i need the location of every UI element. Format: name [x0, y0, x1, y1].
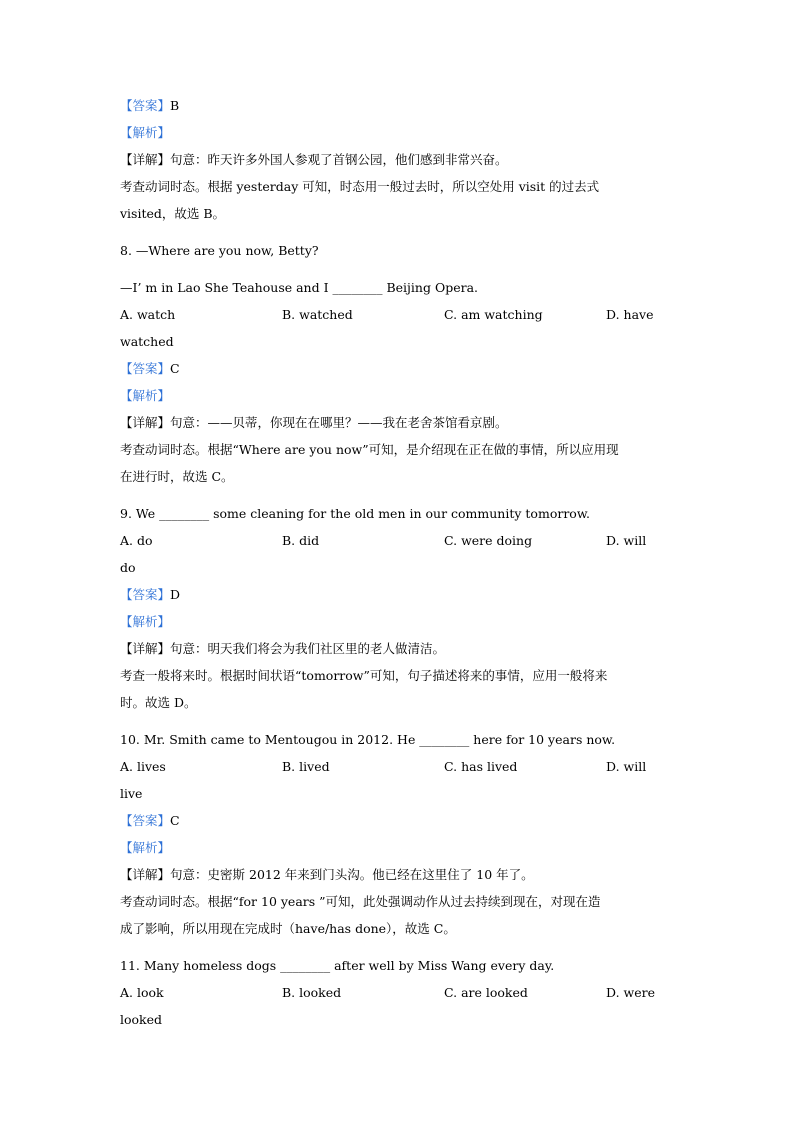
q8-detail-meaning: 句意：——贝蒂，你现在在哪里？——我在老舍茶馆看京剧。	[170, 415, 508, 430]
q9-analysis-line	[120, 608, 676, 635]
analysis-label: 【解析】	[120, 840, 171, 855]
analysis-label: 【解析】	[120, 125, 171, 140]
detail-label: 【详解】	[120, 867, 171, 882]
q8-answer-line	[120, 355, 676, 382]
q8-option-cont: watched	[120, 334, 174, 349]
q10-answer: C	[170, 813, 180, 828]
q10-explanation-line1: 考查动词时态。根据“for 10 years ”可知，此处强调动作从过去持续到现在，对现在造	[120, 894, 601, 909]
q8-option-d: D. have	[606, 307, 654, 322]
q7-answer-line	[120, 92, 676, 119]
q9-explanation-line2: 时。故选 D。	[120, 695, 197, 710]
q9-answer-line	[120, 581, 676, 608]
answer-label: 【答案】	[120, 98, 171, 113]
q11-stem-line1: 11. Many homeless dogs ________ after well by Miss Wang every day.	[120, 958, 555, 973]
q8-option-b: B. watched	[282, 307, 353, 322]
q9-detail-meaning: 句意：明天我们将会为我们社区里的老人做清洁。	[170, 641, 446, 656]
q11-option-cont: looked	[120, 1012, 163, 1027]
q9-detail-line	[120, 635, 676, 662]
q9-answer: D	[170, 587, 181, 602]
q9-option-c: C. were doing	[444, 533, 533, 548]
detail-label: 【详解】	[120, 152, 171, 167]
q9-options	[120, 527, 676, 554]
q10-option-cont: live	[120, 786, 143, 801]
q7-detail-line	[120, 146, 676, 173]
detail-label: 【详解】	[120, 641, 171, 656]
q10-option-c: C. has lived	[444, 759, 518, 774]
analysis-label: 【解析】	[120, 388, 171, 403]
q7-explanation-line2: visited，故选 B。	[120, 206, 226, 221]
q10-stem-line1: 10. Mr. Smith came to Mentougou in 2012. He ________ here for 10 years now.	[120, 732, 616, 747]
q9-option-d: D. will	[606, 533, 647, 548]
q7-analysis-line	[120, 119, 676, 146]
q11-option-a: A. look	[120, 985, 164, 1000]
q8-explanation-line1: 考查动词时态。根据“Where are you now”可知，是介绍现在正在做的事情，所以应用现	[120, 442, 619, 457]
document-page	[120, 92, 676, 1033]
q9-stem-line1: 9. We ________ some cleaning for the old men in our community tomorrow.	[120, 506, 591, 521]
q8-detail-line	[120, 409, 676, 436]
q8-option-a: A. watch	[120, 307, 176, 322]
q7-answer: B	[170, 98, 180, 113]
q8-analysis-line	[120, 382, 676, 409]
q10-options	[120, 753, 676, 780]
q11-options	[120, 979, 676, 1006]
q9-explanation-line1: 考查一般将来时。根据时间状语“tomorrow”可知，句子描述将来的事情，应用一般将来	[120, 668, 608, 683]
q10-detail-meaning: 句意：史密斯 2012 年来到门头沟。他已经在这里住了 10 年了。	[170, 867, 534, 882]
q9-option-cont: do	[120, 560, 136, 575]
q11-option-d: D. were	[606, 985, 655, 1000]
q8-options	[120, 301, 676, 328]
q8-stem-line2: —I’ m in Lao She Teahouse and I ________ Beijing Opera.	[120, 280, 478, 295]
q10-explanation-line2: 成了影响，所以用现在完成时（have/has done），故选 C。	[120, 921, 456, 936]
q10-option-b: B. lived	[282, 759, 330, 774]
q10-option-d: D. will	[606, 759, 647, 774]
answer-label: 【答案】	[120, 361, 171, 376]
q10-option-a: A. lives	[120, 759, 166, 774]
q10-answer-line	[120, 807, 676, 834]
q8-answer: C	[170, 361, 180, 376]
q8-explanation-line2: 在进行时，故选 C。	[120, 469, 234, 484]
q11-option-c: C. are looked	[444, 985, 528, 1000]
q10-detail-line	[120, 861, 676, 888]
q9-option-b: B. did	[282, 533, 320, 548]
q7-explanation-line1: 考查动词时态。根据 yesterday 可知，时态用一般过去时，所以空处用 visit 的过去式	[120, 179, 600, 194]
q10-analysis-line	[120, 834, 676, 861]
q8-option-c: C. am watching	[444, 307, 543, 322]
analysis-label: 【解析】	[120, 614, 171, 629]
q7-detail-meaning: 句意：昨天许多外国人参观了首钢公园，他们感到非常兴奋。	[170, 152, 508, 167]
q8-stem-line1: 8. —Where are you now, Betty?	[120, 243, 319, 258]
detail-label: 【详解】	[120, 415, 171, 430]
q9-option-a: A. do	[120, 533, 153, 548]
answer-label: 【答案】	[120, 587, 171, 602]
q11-option-b: B. looked	[282, 985, 342, 1000]
answer-label: 【答案】	[120, 813, 171, 828]
